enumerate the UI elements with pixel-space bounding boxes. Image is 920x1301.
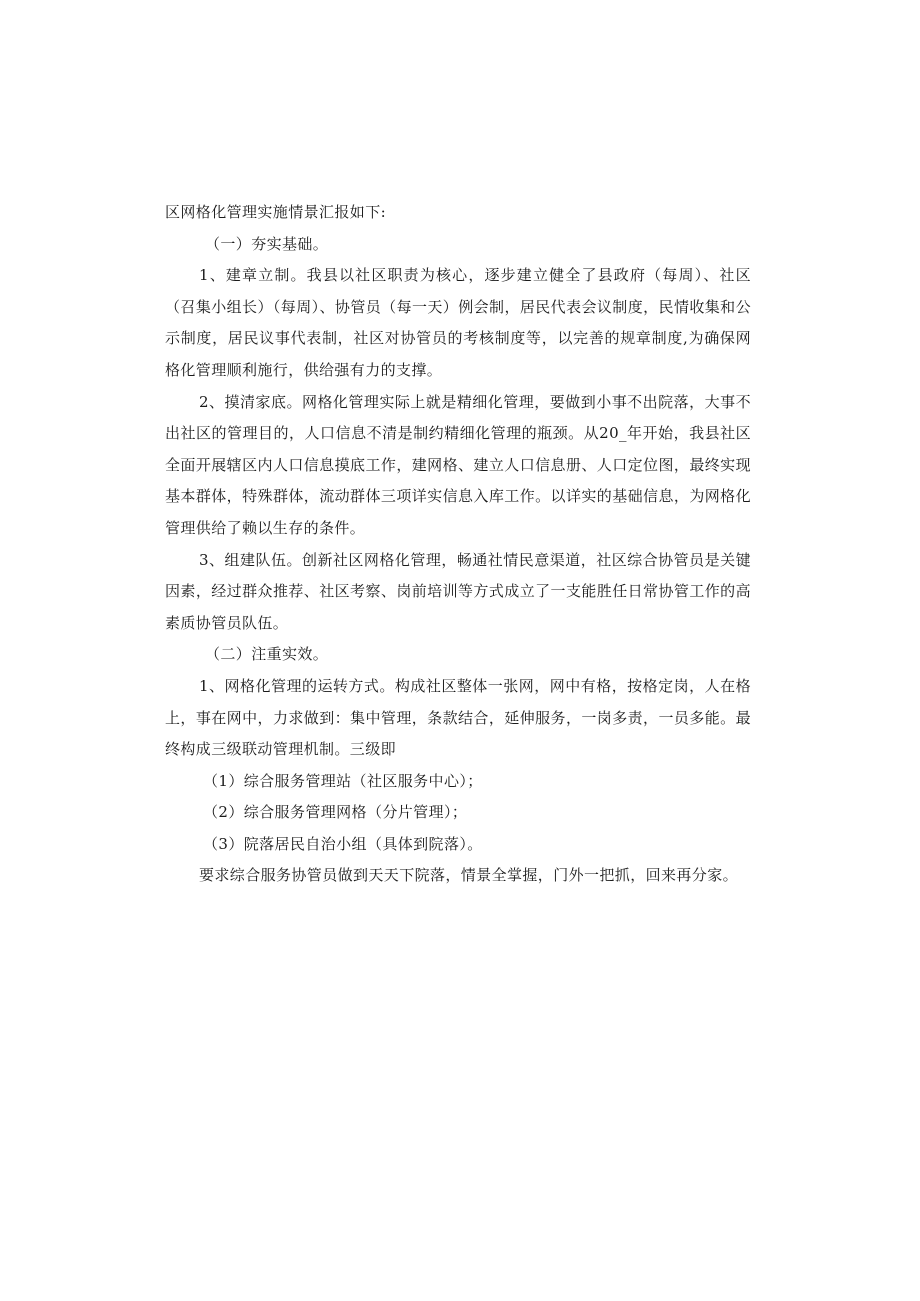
paragraph-grid-operation: 1、网格化管理的运转方式。构成社区整体一张网，网中有格，按格定岗，人在格上，事在网中，力求做到：集中管理，条款结合，延伸服务，一岗多责，一员多能。最终构成三级联动管理机制。三级即	[165, 676, 751, 759]
paragraph-household-info: 2、摸清家底。网格化管理实际上就是精细化管理，要做到小事不出院落，大事不出社区的管理目的，人口信息不清是制约精细化管理的瓶颈。从20_年开始，我县社区全面开展辖区内人口信息摸底工作，建网格、建立人口信息册、人口定位图，最终实现基本群体，特殊群体，流动群体三项详实信息入库工作。以详实的基础信息，为网格化管理供给了赖以生存的条件。	[165, 392, 751, 537]
list-item-level-2: （2）综合服务管理网格（分片管理）；	[203, 803, 468, 822]
intro-line: 区网格化管理实施情景汇报如下:	[165, 203, 387, 221]
list-item-level-3: （3）院落居民自治小组（具体到院落）。	[203, 834, 483, 853]
paragraph-regulations: 1、建章立制。我县以社区职责为核心，逐步建立健全了县政府（每周）、社区（召集小组长）（每周）、协管员（每一天）例会制，居民代表会议制度，民情收集和公示制度，居民议事代表制，社区对协管员的考核制度等，以完善的规章制度,为确保网格化管理顺利施行，供给强有力的支撑。	[165, 266, 751, 379]
paragraph-team-building: 3、组建队伍。创新社区网格化管理，畅通社情民意渠道，社区综合协管员是关键因素，经过群众推荐、社区考察、岗前培训等方式成立了一支能胜任日常协管工作的高素质协管员队伍。	[165, 550, 751, 632]
section-heading-2: （二）注重实效。	[205, 645, 329, 664]
section-heading-1: （一）夯实基础。	[205, 234, 329, 253]
list-item-level-1: （1）综合服务管理站（社区服务中心）；	[203, 771, 483, 790]
document-body	[165, 197, 751, 892]
paragraph-requirement: 要求综合服务协管员做到天天下院落，情景全掌握，门外一把抓，回来再分家。	[199, 866, 739, 885]
